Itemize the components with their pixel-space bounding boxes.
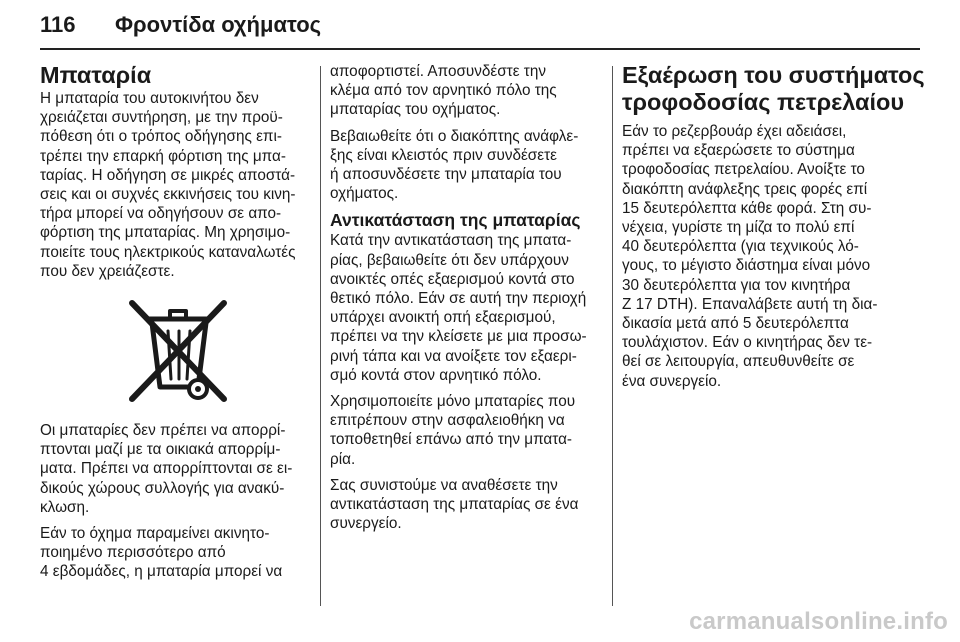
page-number: 116 <box>40 12 76 37</box>
column-divider <box>320 66 321 606</box>
text-line: Η μπαταρία του αυτοκινήτου δεν <box>40 90 259 107</box>
text-line: μπαταρίας του οχήματος. <box>330 101 501 119</box>
running-title: Φροντίδα οχήματος <box>115 12 322 37</box>
text-line: Οι μπαταρίες δεν πρέπει να απορρί- <box>40 422 286 440</box>
text-line: αντικατάσταση της μπαταρίας σε ένα <box>330 496 579 514</box>
text-line: πτονται μαζί με τα οικιακά απορρίμ- <box>40 441 281 459</box>
recycling-symbol-svg <box>118 295 238 407</box>
text-line: Εάν το όχημα παραμείνει ακινητο- <box>40 525 270 543</box>
text-line: τροφοδοσίας πετρελαίου. Ανοίξτε το <box>622 161 865 179</box>
text-line: δικούς χώρους συλλογής για ανακύ- <box>40 479 285 497</box>
text-line: ποιημένο περισσότερο από <box>40 544 226 562</box>
paragraph <box>330 62 604 120</box>
text-line: Εάν το ρεζερβουάρ έχει αδειάσει, <box>622 123 847 140</box>
text-line: πρέπει να εξαερώσετε το σύστημα <box>622 142 855 160</box>
text-line: τρέπει την επαρκή φόρτιση της μπα- <box>40 147 286 165</box>
paragraph <box>330 476 604 534</box>
text-line: ταρίας. Η οδήγηση σε μικρές αποστά- <box>40 166 296 184</box>
column-divider <box>612 66 613 606</box>
paragraph <box>330 392 604 469</box>
section-heading-battery-replacement: Αντικατάσταση της μπαταρίας <box>330 210 581 231</box>
text-line: σεις και οι συχνές εκκινήσεις του κινη- <box>40 186 296 204</box>
heading-line: Εξαέρωση του συστήματος <box>622 62 925 88</box>
column-fuel-system-bleeding <box>622 62 925 398</box>
section-heading-fuel-bleeding <box>622 62 925 116</box>
paragraph <box>40 524 314 582</box>
text-line: θετικό πόλο. Εάν σε αυτή την περιοχή <box>330 290 587 308</box>
text-line: γους, το μέγιστο διάστημα είναι μόνο <box>622 257 871 275</box>
text-line: ή αποσυνδέσετε την μπαταρία του <box>330 166 562 184</box>
text-line: τήρα μπορεί να οδηγήσουν σε απο- <box>40 205 282 223</box>
text-line: Χρησιμοποιείτε μόνο μπαταρίες που <box>330 393 576 411</box>
paragraph <box>330 231 604 385</box>
column-battery <box>40 62 314 589</box>
text-line: θεί σε λειτουργία, απευθυνθείτε σε <box>622 353 855 371</box>
text-line: συνεργείο. <box>330 515 402 533</box>
text-line: επιτρέπουν στην ασφαλειοθήκη να <box>330 412 565 430</box>
text-line: φόρτιση της μπαταρίας. Μη χρησιμο- <box>40 224 291 242</box>
page-header <box>0 0 960 56</box>
paragraph <box>40 89 314 281</box>
column-battery-replacement <box>330 62 604 540</box>
text-line: 40 δευτερόλεπτα (για τεχνικούς λό- <box>622 238 859 256</box>
text-line: ανοικτές οπές εξαερισμού κοντά στο <box>330 270 575 288</box>
text-line: ρίας, βεβαιωθείτε ότι δεν υπάρχουν <box>330 251 569 269</box>
text-line: 4 εβδομάδες, η μπαταρία μπορεί να <box>40 563 283 581</box>
text-line: Κατά την αντικατάσταση της μπατα- <box>330 232 572 250</box>
text-line: αποφορτιστεί. Αποσυνδέστε την <box>330 63 546 80</box>
text-line: που δεν χρειάζεστε. <box>40 262 175 280</box>
text-line: Βεβαιωθείτε ότι ο διακόπτης ανάφλε- <box>330 127 579 145</box>
text-line: πρέπει να την κλείσετε με μια προσω- <box>330 328 587 346</box>
header-rule <box>40 48 920 50</box>
text-line: χρειάζεται συντήρηση, με την προϋ- <box>40 109 283 127</box>
text-line: τοποθετηθεί επάνω από την μπατα- <box>330 431 573 449</box>
text-line: 30 δευτερόλεπτα για τον κινητήρα <box>622 276 851 294</box>
text-line: κλέμα από τον αρνητικό πόλο της <box>330 82 557 100</box>
paragraph <box>330 127 604 204</box>
text-line: νέχεια, γυρίστε τη μίζα το πολύ επί <box>622 219 855 237</box>
crossed-out-wheelie-bin-icon <box>118 295 238 407</box>
text-line: τουλάχιστον. Εάν ο κινητήρας δεν τε- <box>622 334 873 352</box>
text-line: Σας συνιστούμε να αναθέσετε την <box>330 476 558 494</box>
text-line: σμό κοντά στον αρνητικό πόλο. <box>330 366 542 384</box>
text-line: ματα. Πρέπει να απορρίπτονται σε ει- <box>40 460 293 478</box>
heading-line: τροφοδοσίας πετρελαίου <box>622 89 905 115</box>
text-line: Z 17 DTH). Επαναλάβετε αυτή τη δια- <box>622 295 878 313</box>
text-line: ένα συνεργείο. <box>622 372 722 390</box>
text-line: πόθεση ότι ο τρόπος οδήγησης επι- <box>40 128 282 146</box>
text-line: 15 δευτερόλεπτα κάθε φορά. Στη συ- <box>622 199 872 217</box>
text-line: ρία. <box>330 450 356 468</box>
text-line: ξης είναι κλειστός πριν συνδέσετε <box>330 146 557 164</box>
text-line: διακόπτη ανάφλεξης τρεις φορές επί <box>622 180 868 198</box>
paragraph <box>40 421 314 517</box>
text-line: ρινή τάπα και να ανοίξετε τον εξαερι- <box>330 347 577 365</box>
watermark: carmanualsonline.info <box>689 608 948 635</box>
text-line: κλωση. <box>40 498 90 516</box>
paragraph <box>622 122 912 391</box>
text-line: ποιείτε τους ηλεκτρικούς καταναλωτές <box>40 243 296 261</box>
text-line: οχήματος. <box>330 185 399 203</box>
text-line: υπάρχει ανοικτή οπή εξαερισμού, <box>330 309 556 327</box>
text-line: δικασία μετά από 5 δευτερόλεπτα <box>622 315 849 333</box>
section-heading-battery: Μπαταρία <box>40 62 152 88</box>
